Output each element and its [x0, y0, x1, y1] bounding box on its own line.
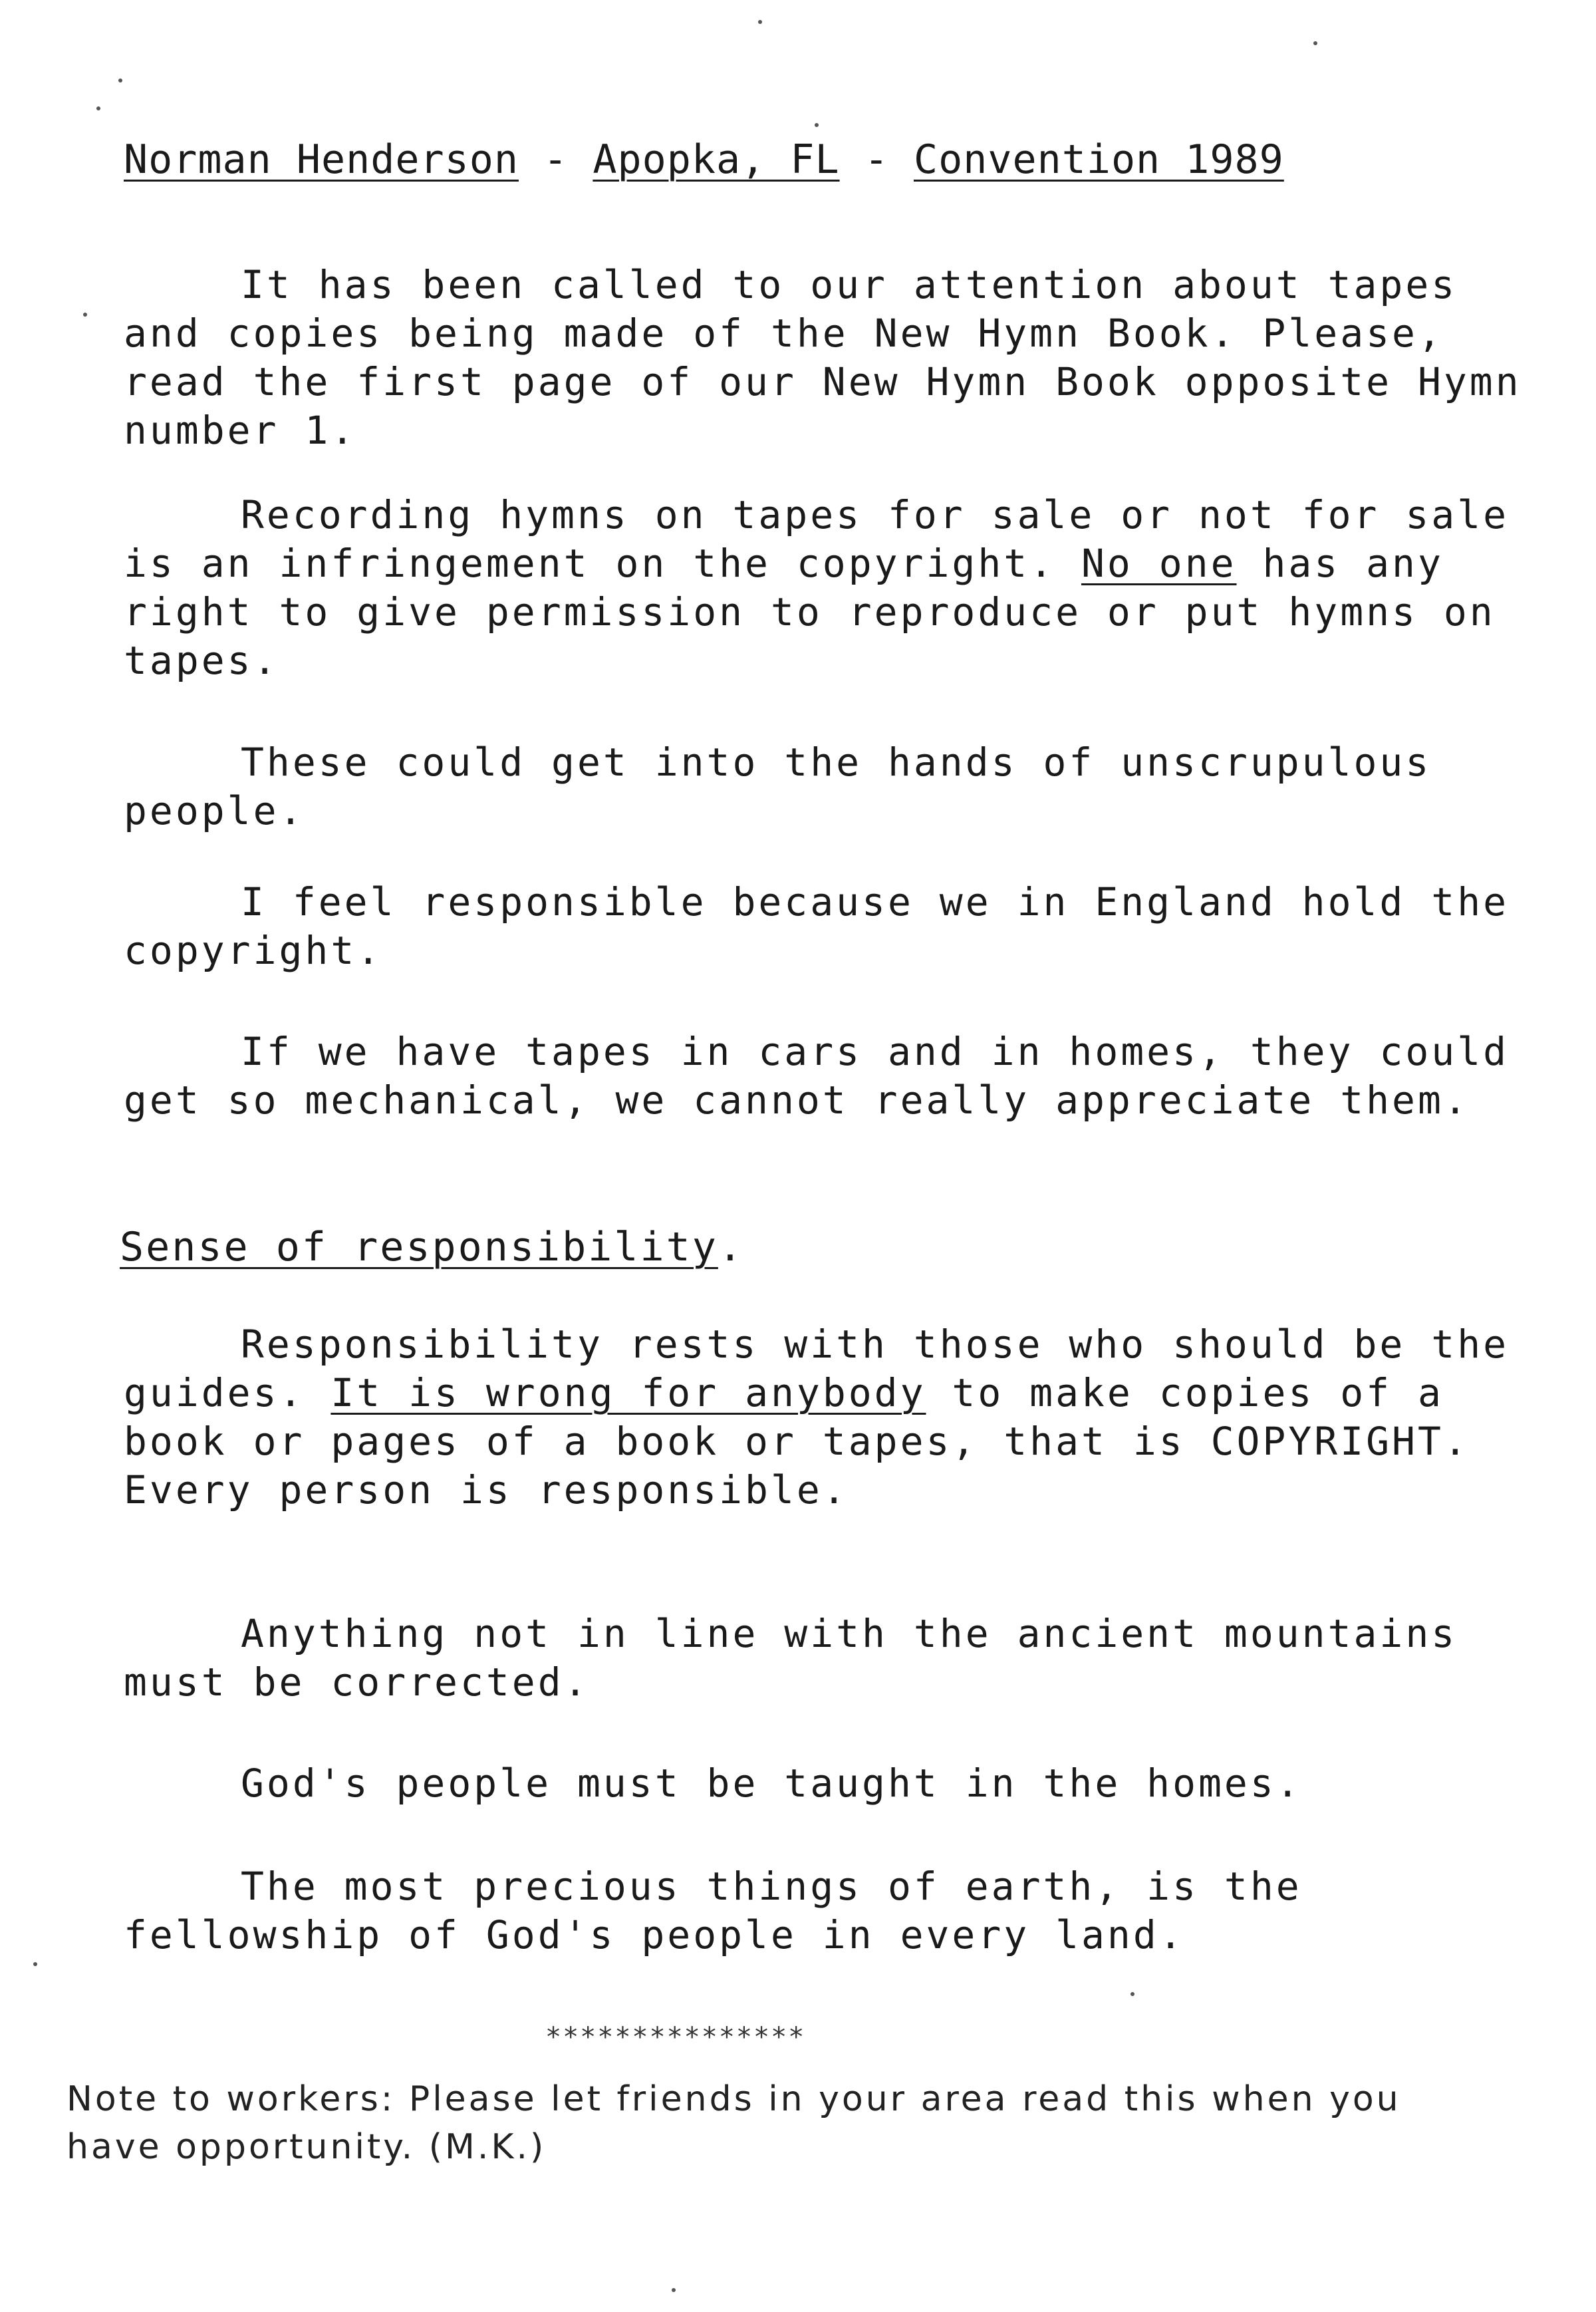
asterisk-separator: *************** — [545, 2022, 806, 2053]
scan-speck — [96, 106, 100, 110]
event-name: Convention 1989 — [913, 136, 1284, 183]
subheading-period: . — [718, 1224, 744, 1270]
paragraph-guides — [124, 1320, 1540, 1515]
note-to-workers: Note to workers: Please let friends in your area read this when you have opportunity. (M.K.) — [66, 2079, 1401, 2167]
scan-speck — [1313, 41, 1317, 45]
scan-speck — [758, 20, 762, 24]
paragraph-precious-things: The most precious things of earth, is the fellowship of God's people in every land. — [124, 1864, 1302, 1957]
section-subheading — [120, 1224, 744, 1270]
paragraph-tapes-mechanical: If we have tapes in cars and in homes, they could get so mechanical, we cannot really appreciate them. — [124, 1029, 1510, 1123]
heading-separator: - — [518, 136, 593, 183]
emphasis-no-one: No one — [1081, 541, 1237, 586]
paragraph-unscrupulous: These could get into the hands of unscrupulous people. — [124, 740, 1432, 833]
paragraph-text: Responsibility rests with those who should be the guides. — [124, 1322, 1510, 1415]
location: Apopka, FL — [593, 136, 840, 183]
subheading-text: Sense of responsibility — [120, 1224, 718, 1270]
paragraph-ancient-mountains: Anything not in line with the ancient mountains must be corrected. — [124, 1611, 1458, 1705]
speaker-name: Norman Henderson — [124, 136, 519, 183]
emphasis-wrong: It is wrong for anybody — [331, 1370, 926, 1415]
scan-speck — [83, 313, 87, 317]
document-heading — [124, 136, 1284, 183]
paragraph-taught-in-homes: God's people must be taught in the homes. — [241, 1761, 1302, 1806]
scan-speck — [33, 1962, 37, 1966]
paragraph-responsible: I feel responsible because we in England hold the copyright. — [124, 879, 1510, 973]
paragraph-hymn-book-copies: It has been called to our attention about tapes and copies being made of the New Hymn Book. Please, read the first page of our New Hymn Book opposite Hymn number 1. — [124, 262, 1522, 453]
paragraph-text: to make copies of a book or pages of a book or tapes, that is COPYRIGHT. Every person is responsible. — [124, 1370, 1470, 1513]
scan-speck — [672, 2288, 676, 2292]
scan-speck — [815, 123, 819, 127]
paragraph-text: has any right to give permission to reproduce or put hymns on tapes. — [124, 541, 1496, 683]
heading-separator: - — [839, 136, 914, 183]
scan-speck — [1130, 1992, 1134, 1996]
paragraph-text: Recording hymns on tapes for sale or not for sale is an infringement on the copyright. — [124, 492, 1510, 586]
paragraph-recording-hymns — [124, 491, 1540, 685]
scan-speck — [118, 78, 122, 82]
